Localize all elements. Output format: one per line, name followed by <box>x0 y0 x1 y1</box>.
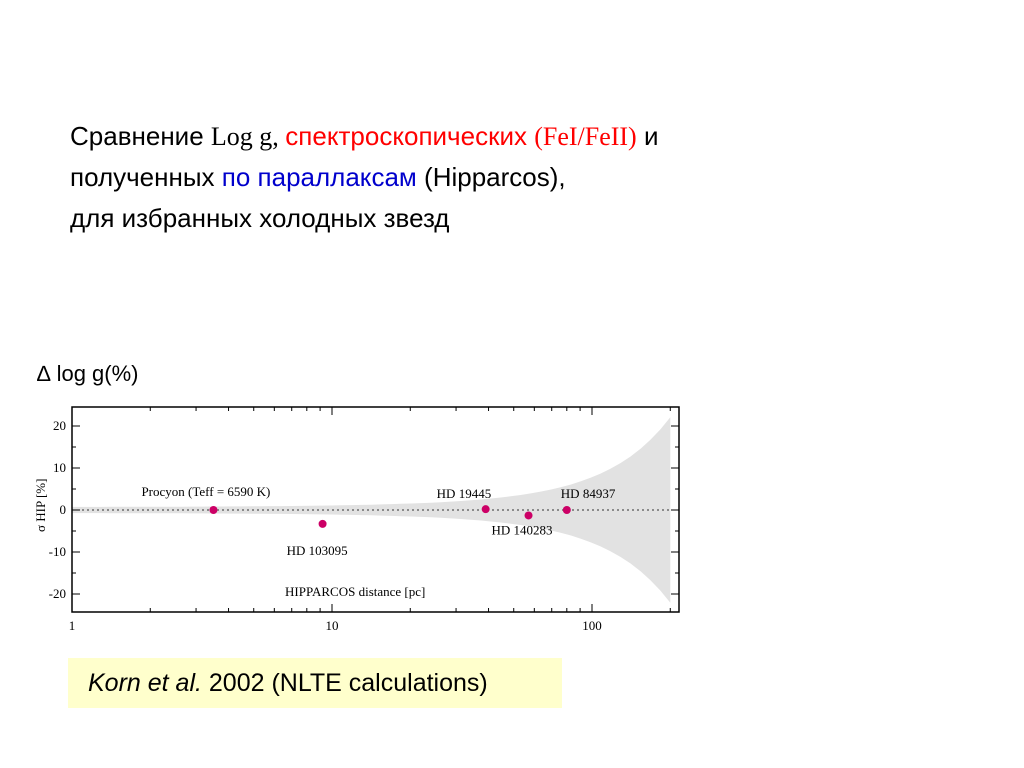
title-hipparcos: (Hipparcos), <box>416 162 566 192</box>
x-tick-label: 10 <box>325 618 339 633</box>
citation-rest: 2002 (NLTE calculations) <box>201 669 488 697</box>
data-point <box>563 506 571 514</box>
x-axis-label: HIPPARCOS distance [pc] <box>285 584 426 599</box>
y-tick-labels <box>49 418 66 601</box>
data-point <box>319 520 327 528</box>
title-fei-feii: (FeI/FeII) <box>534 122 637 151</box>
title-obtained: полученных <box>70 162 222 192</box>
point-label: Procyon (Teff = 6590 K) <box>141 484 271 499</box>
title-spectroscopic: спектроскопических <box>285 121 535 151</box>
x-tick-label: 1 <box>68 618 76 633</box>
inner-y-label-text: σ HIP [%] <box>33 478 48 532</box>
citation-authors: Korn et al. <box>88 669 202 697</box>
y-tick-label: -20 <box>48 586 66 601</box>
uncertainty-envelope <box>72 417 670 603</box>
point-label: HD 103095 <box>286 542 348 558</box>
y-tick-label: -10 <box>48 544 66 559</box>
data-point <box>525 511 533 519</box>
point-label: HD 84937 <box>560 486 616 501</box>
citation-box <box>68 658 562 708</box>
point-label: HD 140283 <box>491 522 553 538</box>
y-axis-caption: ∆ log g(%) <box>37 361 139 386</box>
x-tick-label: 100 <box>582 618 602 633</box>
y-tick-label: 20 <box>53 418 66 433</box>
title-text: Сравнение <box>70 121 211 151</box>
title-and: и <box>636 121 659 151</box>
inner-y-label <box>33 479 48 532</box>
x-tick-labels <box>69 618 602 633</box>
point-label: HD 19445 <box>436 486 492 502</box>
data-point <box>482 505 490 513</box>
y-tick-label: 0 <box>59 502 66 517</box>
title-parallax: по параллаксам <box>221 162 417 192</box>
data-point <box>209 506 217 514</box>
title-log-g: Log g, <box>210 122 286 151</box>
title-line-3: для избранных холодных звезд <box>70 203 450 233</box>
y-tick-label: 10 <box>53 460 66 475</box>
